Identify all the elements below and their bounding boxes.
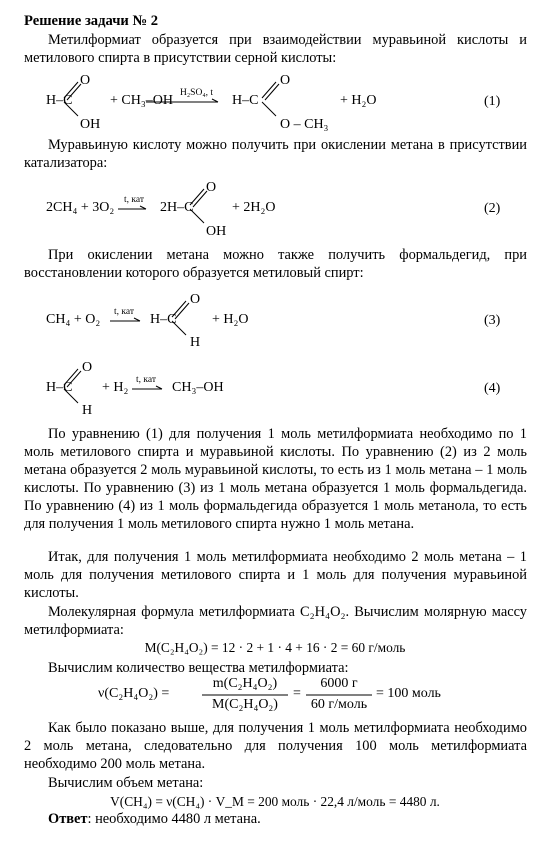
eq3-condition: t, кат [114, 307, 134, 317]
answer-text: : необходимо 4480 л метана. [87, 811, 261, 827]
page-title: Решение задачи № 2 [24, 13, 159, 29]
nu-numerator-1: m(C₂H₄O₂) [212, 676, 278, 691]
eq1-plus-methanol: + CH₃–OH [110, 93, 173, 108]
fraction-bars [0, 694, 550, 698]
nu-equals: = [293, 686, 301, 701]
eq4-h: H [82, 403, 93, 418]
eq4-o: O [82, 360, 93, 375]
answer-label: Ответ [48, 811, 88, 827]
paragraph-formaldehyde: При окислении метана можно также получить формальдегид, при восстановлении которого образуется метиловый спирт: [24, 247, 527, 281]
nu-result: = 100 моль [376, 686, 441, 701]
eq1-o: O [80, 73, 91, 88]
eq3-number: (3) [484, 313, 501, 328]
eq2-left: 2CH₄ + 3O₂ [46, 200, 115, 215]
paragraph-reasoning: По уравнению (1) для получения 1 моль метилформиата необходимо по 1 моль метилового спирта и муравьиной кислоты. По уравнению (2) из 2 моль метана образуется 2 моль муравьиной кислоты, то есть из 1 моль метана – 1 моль кислоты. По уравнению (3) из 1 моль метана образуется 1 моль формальдегида. По уравнению (4) из 1 моль формальдегида образуется 1 моль метанола, то есть для получения 1 моль метилового спирта нужно 1 моль метана. [24, 426, 527, 532]
eq2-water: + 2H₂O [232, 200, 276, 215]
eq4-right: CH₃–OH [172, 380, 224, 395]
eq2-number: (2) [484, 201, 501, 216]
eq1-hc: H–C [46, 93, 73, 108]
nu-denominator-2: 60 г/моль [310, 697, 368, 712]
eq1-number: (1) [484, 94, 501, 109]
eq2-o: O [206, 180, 217, 195]
eq4-condition: t, кат [136, 375, 156, 385]
eq1-hc-product: H–C [232, 93, 259, 108]
paragraph-volume: Вычислим объем метана: [48, 775, 204, 791]
paragraph-conclusion: Как было показано выше, для получения 1 моль метилформиата необходимо 2 моль метана, следовательно для получения 100 моль метилформиата необходимо 200 моль метана. [24, 720, 527, 772]
answer [48, 811, 261, 828]
nu-denominator-1: M(C₂H₄O₂) [212, 697, 278, 712]
eq1-o-product: O [280, 73, 291, 88]
paragraph-intro: Метилформиат образуется при взаимодействии муравьиной кислоты и метилового спирта в присутствии серной кислоты: [24, 32, 527, 66]
eq3-hc: H–C [150, 312, 177, 327]
eq2-condition: t, кат [124, 195, 144, 205]
eq1-water: + H₂O [340, 93, 377, 108]
eq1-oh: OH [80, 117, 101, 132]
volume-formula: V(CH₄) = ν(CH₄) · V_M = 200 моль · 22,4 л/моль = 4480 л. [110, 794, 440, 809]
eq3-left: CH₄ + O₂ [46, 312, 101, 327]
eq4-number: (4) [484, 381, 501, 396]
eq1-condition: H₂SO₄, t [180, 88, 214, 98]
paragraph-summary: Итак, для получения 1 моль метилформиата необходимо 2 моль метана – 1 моль для получения метилового спирта и 1 моль для получения муравьиной кислоты. [24, 549, 527, 601]
nu-lhs: ν(C₂H₄O₂) = [98, 686, 170, 701]
eq2-hc: 2H–C [160, 200, 194, 215]
nu-numerator-2: 6000 г [320, 676, 358, 691]
molar-mass-formula: M(C₂H₄O₂) = 12 · 2 + 1 · 4 + 16 · 2 = 60 г/моль [144, 640, 406, 655]
eq3-h: H [190, 335, 201, 350]
paragraph-amount: Вычислим количество вещества метилформиата: [48, 660, 349, 676]
eq3-water: + H₂O [212, 312, 249, 327]
eq3-o: O [190, 292, 201, 307]
paragraph-formic-acid: Муравьиную кислоту можно получить при окислении метана в присутствии катализатора: [24, 137, 527, 171]
eq2-oh: OH [206, 224, 227, 239]
eq4-hydrogen: + H₂ [102, 380, 129, 395]
eq1-och3: O – CH₃ [280, 117, 329, 132]
paragraph-molecular-formula: Молекулярная формула метилформиата C₂H₄O₂. Вычислим молярную массу метилформиата: [24, 604, 527, 638]
eq4-hc: H–C [46, 380, 73, 395]
